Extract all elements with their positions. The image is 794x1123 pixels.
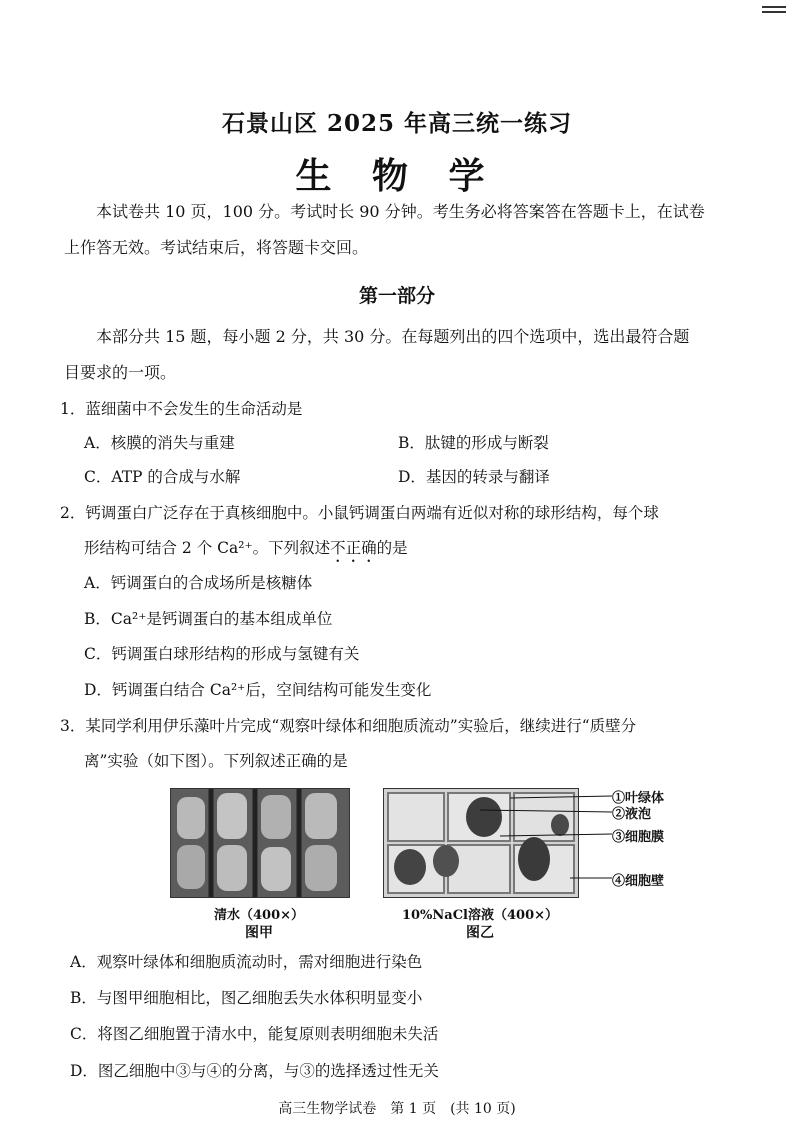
instructions-line-2: 上作答无效。考试结束后，将答题卡交回。 (64, 238, 369, 257)
part-heading: 第一部分 (358, 285, 435, 307)
corner-mark (762, 6, 786, 16)
q2-stem-pre: 形结构可结合 2 个 Ca²⁺。下列叙述 (84, 539, 331, 557)
figure-b-leader-lines (470, 788, 620, 888)
figure-a-caption: 清水（400×） (213, 908, 305, 923)
q2-option-b: B．Ca²⁺是钙调蛋白的基本组成单位 (84, 610, 333, 628)
subject-title: 生 物 学 (295, 155, 499, 197)
q1-option-b: B．肽键的形成与断裂 (398, 434, 549, 452)
q3-option-b: B．与图甲细胞相比，图乙细胞丢失水体积明显变小 (70, 989, 423, 1007)
instructions-line-1: 本试卷共 10 页，100 分。考试时长 90 分钟。考生务必将答案答在答题卡上，在试卷 (96, 202, 705, 221)
part-description (64, 319, 736, 391)
q2-option-a: A．钙调蛋白的合成场所是核糖体 (84, 574, 313, 592)
q1-option-c: C．ATP 的合成与水解 (84, 468, 241, 486)
instructions (64, 194, 736, 266)
q3-option-c: C．将图乙细胞置于清水中，能复原则表明细胞未失活 (70, 1025, 439, 1043)
q2-stem-line-2 (84, 536, 408, 566)
q3-stem-line-1: 3．某同学利用伊乐藻叶片完成“观察叶绿体和细胞质流动”实验后，继续进行“质壁分 (60, 717, 637, 735)
callout-cell-membrane: ③细胞膜 (612, 830, 665, 845)
q2-emphasis: 不正确 (330, 539, 377, 557)
q3-option-a: A．观察叶绿体和细胞质流动时，需对细胞进行染色 (70, 953, 423, 971)
part-description-line-2: 目要求的一项。 (64, 363, 177, 382)
figure-a-micrograph (170, 788, 350, 898)
q3-stem-line-2: 离”实验（如下图）。下列叙述正确的是 (84, 752, 348, 770)
figure-a-drawing (171, 789, 349, 897)
q1-stem: 1．蓝细菌中不会发生的生命活动是 (60, 400, 303, 418)
q2-stem-post: 的是 (376, 539, 408, 557)
q2-option-c: C．钙调蛋白球形结构的形成与氢键有关 (84, 645, 360, 663)
q3-option-d: D．图乙细胞中③与④的分离，与③的选择透过性无关 (70, 1062, 439, 1080)
callout-cell-wall: ④细胞壁 (612, 874, 665, 889)
figure-b-label: 图乙 (466, 925, 494, 941)
page-footer: 高三生物学试卷 第 1 页 (共 10 页) (278, 1101, 516, 1117)
figure-a-label: 图甲 (245, 925, 273, 941)
exam-title: 石景山区 2025 年高三统一练习 (221, 110, 573, 137)
callout-chloroplast: ①叶绿体 (612, 791, 665, 806)
q2-option-d: D．钙调蛋白结合 Ca²⁺后，空间结构可能发生变化 (84, 681, 432, 699)
figure-b-caption: 10%NaCl溶液（400×） (401, 908, 559, 923)
q2-stem-line-1: 2．钙调蛋白广泛存在于真核细胞中。小鼠钙调蛋白两端有近似对称的球形结构，每个球 (60, 504, 659, 522)
q1-option-a: A．核膜的消失与重建 (84, 434, 235, 452)
q1-option-d: D．基因的转录与翻译 (398, 468, 550, 486)
part-description-line-1: 本部分共 15 题，每小题 2 分，共 30 分。在每题列出的四个选项中，选出最符合题 (96, 327, 690, 346)
callout-vacuole: ②液泡 (612, 807, 652, 822)
